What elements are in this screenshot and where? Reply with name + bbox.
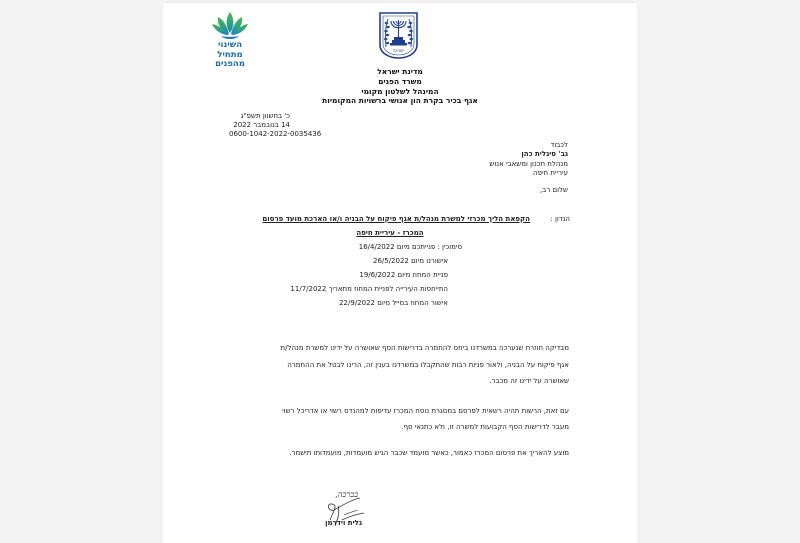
recipient-org: עיריית חיפה: [533, 169, 568, 177]
reference-date: 26/5/2022: [372, 257, 409, 265]
reference-number: 0600-1042-2022-0035436: [229, 130, 322, 138]
campaign-logo-line: מהפנים: [215, 59, 245, 69]
reference-item: [300, 243, 462, 251]
reference-date: 22/9/2022: [339, 299, 375, 307]
subject-line-1: הקפאת הליך מכרזי למשרת מנהל/ת אגף פיקוח על הבניה ו/או הארכת מועד פרסום: [262, 215, 530, 223]
state-of-israel-emblem-icon: [378, 11, 419, 60]
campaign-logo-line: מתחיל: [217, 49, 243, 60]
reference-text: אישורנו מיום: [411, 257, 448, 265]
campaign-logo-line: השינוי: [217, 40, 243, 50]
gregorian-date: 14 בנובמבר 2022: [233, 121, 290, 129]
reference-date: 11/7/2022: [290, 285, 327, 293]
reference-date: 19/6/2022: [359, 271, 396, 279]
recipient-title: מנהלת תכנון ומשאבי אנוש: [489, 160, 568, 168]
subject-label: הנדון :: [550, 215, 570, 223]
paragraph-line: מבדיקה חוזרת שנערכה במשרדנו ביחס להחמרה בדרישות הסף שאושרה על ידינו למשרת מנהל/ת: [280, 344, 569, 352]
header-line-division: אגף בכיר בקרת הון אנושי ברשויות המקומיות: [322, 96, 478, 105]
paragraph-line: אגף פיקוח על הבניה, ולאור פניות רבות שהתקבלו במשרדנו בענין זה, הרינו לבטל את ההחמרה: [287, 361, 569, 369]
campaign-logo-text: [206, 41, 254, 70]
greeting: שלום רב,: [540, 186, 568, 194]
signature-closing: בברכה,: [335, 490, 358, 499]
reference-text: התייחסות העירייה לפניית המחוז מתאריך: [328, 285, 448, 293]
emblem-caption: ישראל: [392, 48, 405, 53]
reference-item: [300, 257, 448, 265]
reference-item: [300, 271, 448, 279]
subject-line-2: המכרז - עיריית חיפה: [356, 229, 424, 237]
recipient-name: גב' סיגלית כהן: [521, 150, 568, 158]
reference-date: 16/4/2022: [358, 243, 395, 251]
reference-text: פניית המחוז מיום: [397, 271, 448, 279]
signatory-name: גלית וידרמן: [325, 519, 362, 527]
lotus-leaf-logo-icon: [208, 9, 252, 44]
header-line-administration: המינהל לשלטון מקומי: [361, 87, 439, 96]
reference-text: אישור המחוז במייל מיום: [377, 299, 448, 307]
paragraph-line: שאושרה על ידינו זה מכבר.: [489, 377, 569, 385]
paragraph-line: מעבר לדרישות הסף הקבועות למשרה זו, ולא כתנאי סף.: [401, 423, 569, 431]
reference-text: סימוכין : פנייתכם מיום: [396, 243, 462, 251]
hebrew-date: כ' בחשוון תשפ"ג: [240, 112, 290, 120]
reference-item: [240, 285, 448, 293]
paragraph-line: מוצע להאריך את פרסום המכרז כאמור, כאשר מועמד שכבר הגיש מועמדות, מועמדותו תישמר.: [289, 449, 569, 457]
recipient-salutation: לכבוד: [550, 141, 568, 149]
header-line-state: מדינת ישראל: [377, 67, 423, 76]
header-line-ministry: משרד הפנים: [378, 77, 422, 86]
reference-item: [290, 299, 448, 307]
paragraph-line: עם זאת, הרשות תהיה רשאית לפרסם במסגרת נוסח המכרז עדיפות למהנדס רשוי או אדריכל רשוי: [282, 407, 569, 415]
